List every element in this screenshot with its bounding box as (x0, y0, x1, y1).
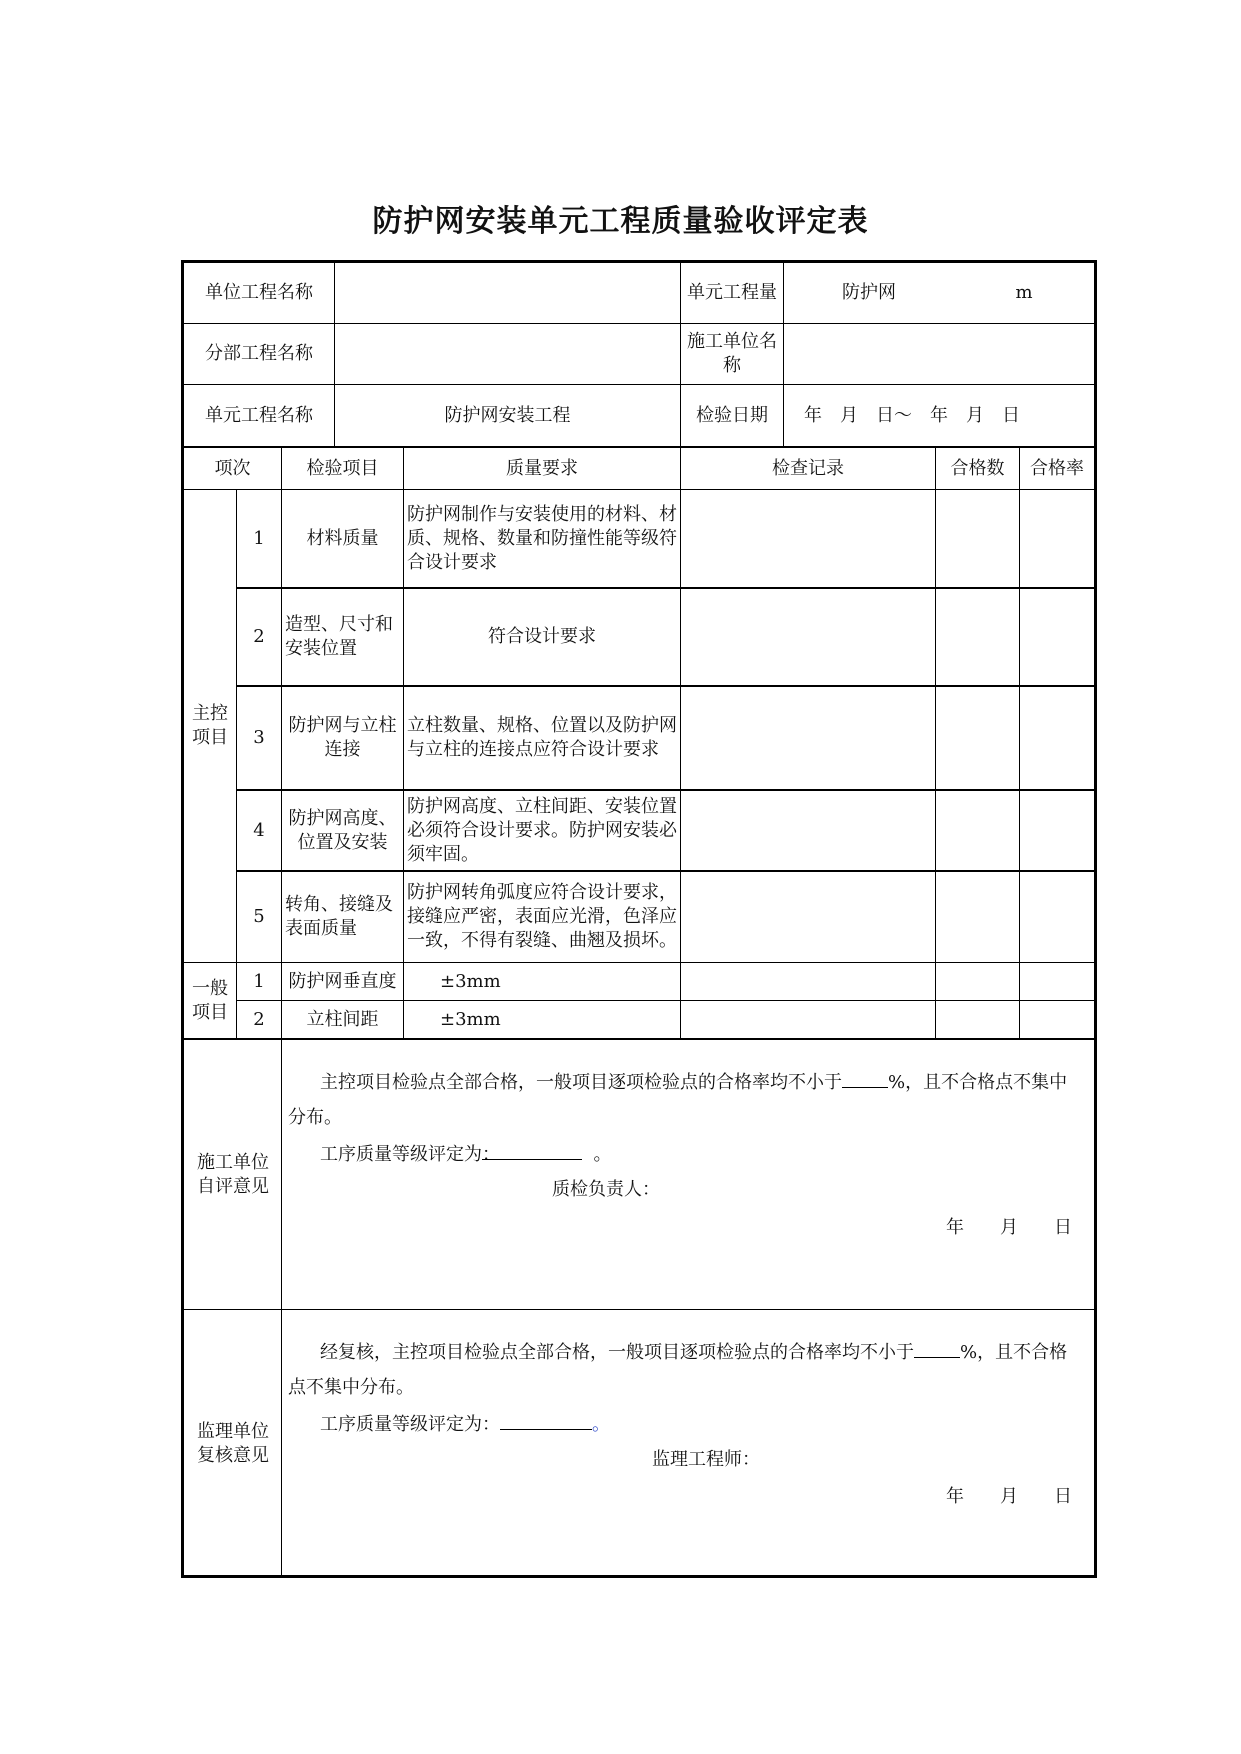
col-header-record: 检查记录 (772, 457, 844, 479)
contractor-label: 施工单位名称 (687, 331, 777, 376)
col-header-pass-count: 合格数 (950, 457, 1005, 479)
main-item-4-name: 防护网高度、位置及安装 (288, 807, 397, 853)
inspection-date-value[interactable]: 年 月 日～ 年 月 日 (804, 404, 1020, 426)
element-name-label: 单元工程名称 (205, 404, 313, 426)
contractor-value[interactable] (784, 324, 1094, 384)
main-item-2-name: 造型、尺寸和安装位置 (285, 614, 393, 659)
self-eval-date: 年 月 日 (946, 1217, 1072, 1238)
main-item-1-requirement: 防护网制作与安装使用的材料、材质、规格、数量和防撞性能等级符合设计要求 (407, 503, 677, 573)
main-item-3-name: 防护网与立柱连接 (288, 715, 397, 760)
supervision-text-b: %，且不合格 (960, 1342, 1068, 1363)
supervision-rate-blank[interactable] (914, 1341, 960, 1358)
main-item-3-no: 3 (253, 727, 265, 748)
element-quantity-value[interactable]: 防护网 (842, 282, 896, 303)
row-divider (184, 1309, 1094, 1310)
main-item-3-requirement: 立柱数量、规格、位置以及防护网与立柱的连接点应符合设计要求 (407, 715, 677, 760)
self-eval-grade-line (320, 1143, 720, 1167)
col-header-pass-rate: 合格率 (1030, 457, 1084, 479)
col-divider (1019, 446, 1020, 1038)
main-item-5-requirement: 防护网转角弧度应符合设计要求，接缝应严密，表面应光滑，色泽应一致，不得有裂缝、曲翘及损坏。 (407, 882, 677, 951)
unit-project-label: 单位工程名称 (205, 282, 313, 303)
main-item-2-requirement: 符合设计要求 (488, 626, 596, 647)
supervision-text: 经复核，主控项目检验点全部合格，一般项目逐项检验点的合格率均不小于 (320, 1342, 914, 1363)
page-title: 防护网安装单元工程质量验收评定表 (372, 204, 869, 239)
main-control-label: 主控项目 (192, 703, 228, 748)
general-item-2-requirement: ±3mm (440, 1008, 501, 1030)
general-label: 一般项目 (192, 977, 228, 1023)
inspection-date-label: 检验日期 (696, 404, 768, 426)
supervision-signer: 监理工程师： (652, 1449, 760, 1470)
supervision-grade-line (320, 1413, 720, 1437)
self-eval-line-2: 分布。 (288, 1107, 342, 1128)
main-item-5-name: 转角、接缝及表面质量 (285, 894, 393, 939)
general-item-1-requirement: ±3mm (440, 970, 501, 992)
col-divider (680, 263, 681, 1038)
evaluation-table (181, 260, 1097, 1578)
supervision-line-2: 点不集中分布。 (288, 1377, 414, 1398)
division-project-value[interactable] (335, 324, 680, 384)
row-divider (184, 1038, 1094, 1040)
self-eval-signer: 质检负责人： (552, 1179, 660, 1200)
self-eval-text-b: %，且不合格点不集中 (888, 1072, 1068, 1093)
self-eval-grade-colon: ： (482, 1144, 500, 1165)
general-item-1-name: 防护网垂直度 (288, 970, 397, 992)
supervision-grade-end: 。 (592, 1414, 610, 1435)
col-header-requirement: 质量要求 (506, 457, 578, 479)
unit-project-value[interactable] (335, 263, 680, 323)
supervision-grade-label: 工序质量等级评定为： (320, 1414, 500, 1435)
division-project-label: 分部工程名称 (205, 343, 313, 364)
main-item-4-requirement: 防护网高度、立柱间距、安装位置必须符合设计要求。防护网安装必须牢固。 (407, 795, 677, 865)
general-item-2-no: 2 (253, 1008, 265, 1030)
col-header-no: 项次 (214, 457, 251, 479)
col-divider (935, 446, 936, 1038)
element-name-value[interactable]: 防护网安装工程 (444, 404, 571, 426)
self-eval-line-1 (288, 1071, 1096, 1095)
main-item-2-no: 2 (253, 626, 265, 647)
supervision-line-1 (288, 1341, 1096, 1365)
general-item-2-name: 立柱间距 (306, 1008, 379, 1030)
main-item-4-no: 4 (253, 819, 265, 841)
supervision-label: 监理单位复核意见 (197, 1421, 269, 1466)
general-item-1-no: 1 (253, 970, 265, 992)
col-header-item: 检验项目 (306, 457, 379, 479)
self-eval-grade-blank[interactable] (482, 1143, 582, 1160)
self-eval-text: 主控项目检验点全部合格，一般项目逐项检验点的合格率均不小于 (320, 1072, 842, 1093)
self-eval-label: 施工单位自评意见 (197, 1151, 269, 1197)
self-eval-grade-label: 工序质量等级评定为 (320, 1144, 482, 1165)
main-item-1-no: 1 (253, 527, 265, 549)
main-item-1-name: 材料质量 (306, 527, 379, 549)
supervision-grade-blank[interactable] (500, 1413, 592, 1430)
element-quantity-unit: m (1015, 282, 1033, 303)
main-item-5-no: 5 (253, 906, 265, 927)
element-quantity-label: 单元工程量 (687, 282, 777, 303)
self-eval-grade-end: 。 (593, 1144, 612, 1165)
supervision-date: 年 月 日 (946, 1486, 1072, 1507)
self-eval-rate-blank[interactable] (842, 1071, 888, 1088)
